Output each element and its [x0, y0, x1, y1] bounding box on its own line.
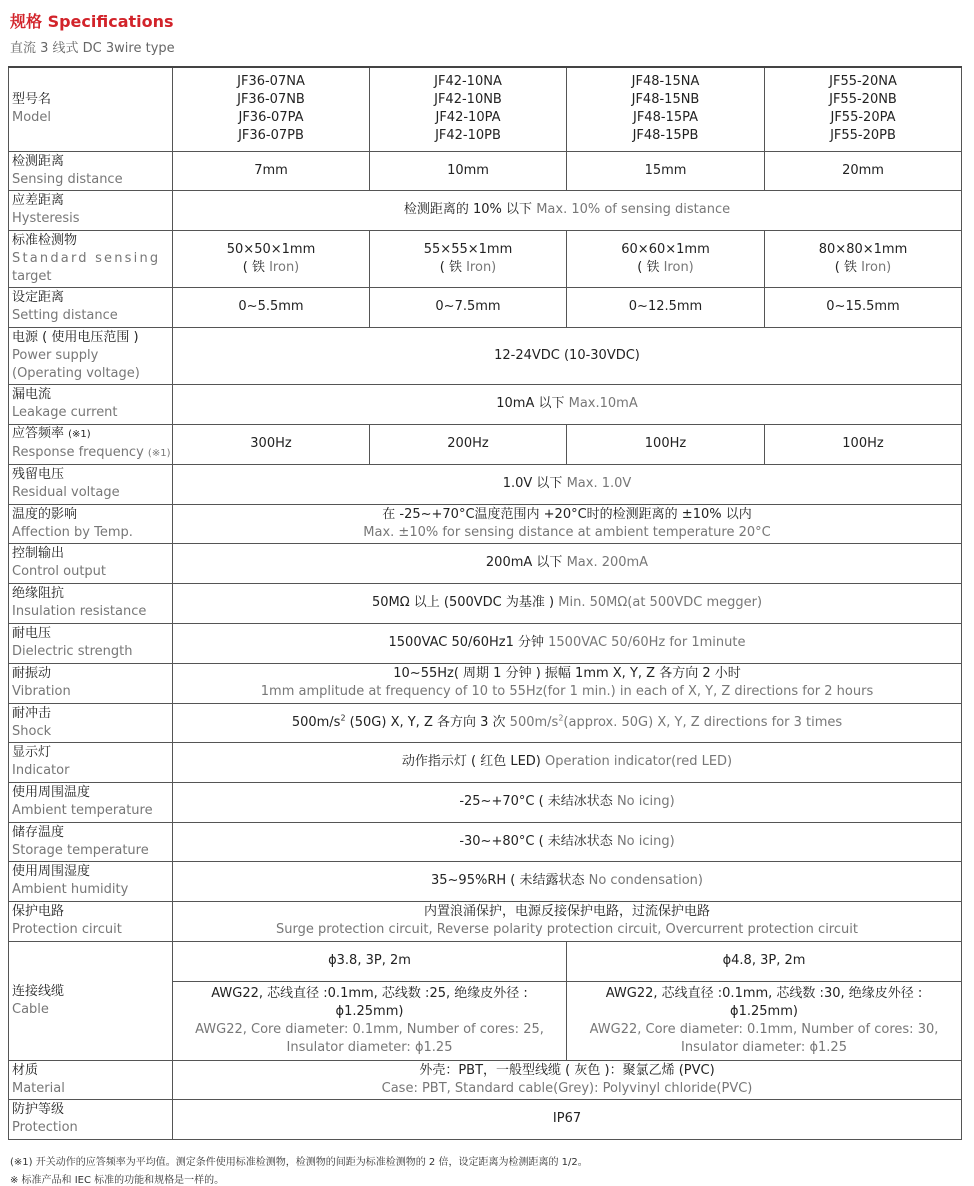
- row-sensing-distance: [9, 151, 962, 190]
- row-label: 耐冲击 Shock: [9, 703, 173, 742]
- row-label: 型号名 Model: [9, 67, 173, 151]
- row-indicator: [9, 742, 962, 782]
- row-setting-distance: [9, 287, 962, 327]
- cable-right-head: ϕ4.8, 3P, 2m: [567, 941, 962, 981]
- spec-table: [8, 66, 962, 1140]
- value-cell: 12-24VDC (10-30VDC): [173, 327, 962, 384]
- row-label: 储存温度 Storage temperature: [9, 822, 173, 861]
- row-label: 使用周围湿度 Ambient humidity: [9, 861, 173, 901]
- value-cell: 20mm: [765, 151, 962, 190]
- row-label: 材质 Material: [9, 1060, 173, 1099]
- value-cell: $500m/s^2$ (50G) X, Y, Z 各方向 3 次 $500m/s^2(approx$. 50G) X, Y, Z directions for 3 times: [173, 703, 962, 742]
- value-cell: 15mm: [567, 151, 765, 190]
- row-label: 使用周围温度 Ambient temperature: [9, 782, 173, 822]
- row-label: 显示灯 Indicator: [9, 742, 173, 782]
- cable-left-head: ϕ3.8, 3P, 2m: [173, 941, 567, 981]
- row-material: [9, 1060, 962, 1099]
- row-label: 防护等级 Protection: [9, 1099, 173, 1139]
- row-label: 残留电压 Residual voltage: [9, 464, 173, 504]
- row-label: 检测距离 Sensing distance: [9, 151, 173, 190]
- row-label: 温度的影响 Affection by Temp.: [9, 504, 173, 543]
- value-cell: 100Hz: [567, 424, 765, 464]
- row-label: 标准检测物 Standard sensing target: [9, 230, 173, 287]
- row-ambient-humidity: [9, 861, 962, 901]
- row-insulation-resistance: [9, 583, 962, 623]
- value-cell: -30~+80°C ( 未结冰状态 No icing): [173, 822, 962, 861]
- row-control-output: [9, 543, 962, 583]
- row-label: 耐振动 Vibration: [9, 663, 173, 703]
- value-cell: 动作指示灯 ( 红色 LED) Operation indicator(red LED): [173, 742, 962, 782]
- value-cell: 60×60×1mm ( 铁 Iron): [567, 230, 765, 287]
- footnote-1: (※1) 开关动作的应答频率为平均值。测定条件使用标准检测物，检测物的间距为标准检测物的 2 倍，设定距离为检测距离的 1/2。: [10, 1157, 588, 1168]
- cable-right-detail: AWG22, 芯线直径 :0.1mm, 芯线数 :30, 绝缘皮外径 : ϕ1.25mm) AWG22, Core diameter: 0.1mm, Number of cores: 30, Insulator diameter: ϕ1.25: [567, 981, 962, 1060]
- value-cell: 在 -25~+70°C温度范围内 +20°C时的检测距离的 ±10% 以内 Max. ±10% for sensing distance at ambient temperature 20°C: [173, 504, 962, 543]
- value-cell: 300Hz: [173, 424, 370, 464]
- row-model: [9, 67, 962, 151]
- value-cell: 80×80×1mm ( 铁 Iron): [765, 230, 962, 287]
- value-cell: 50MΩ 以上 (500VDC 为基准 ) Min. 50MΩ(at 500VDC megger): [173, 583, 962, 623]
- row-protection-circuit: [9, 901, 962, 941]
- value-cell: -25~+70°C ( 未结冰状态 No icing): [173, 782, 962, 822]
- value-cell: IP67: [173, 1099, 962, 1139]
- value-cell: 200mA 以下 Max. 200mA: [173, 543, 962, 583]
- row-shock: [9, 703, 962, 742]
- row-protection: [9, 1099, 962, 1139]
- row-response-frequency: [9, 424, 962, 464]
- value-cell: 0~5.5mm: [173, 287, 370, 327]
- cable-left-detail: AWG22, 芯线直径 :0.1mm, 芯线数 :25, 绝缘皮外径 : ϕ1.25mm) AWG22, Core diameter: 0.1mm, Number of cores: 25, Insulator diameter: ϕ1.25: [173, 981, 567, 1060]
- row-storage-temperature: [9, 822, 962, 861]
- value-cell: 200Hz: [370, 424, 567, 464]
- footnote-2: ※ 标准产品和 IEC 标准的功能和规格是一样的。: [10, 1175, 225, 1186]
- value-cell: 0~15.5mm: [765, 287, 962, 327]
- row-standard-target: [9, 230, 962, 287]
- value-cell: 100Hz: [765, 424, 962, 464]
- row-ambient-temperature: [9, 782, 962, 822]
- value-cell: 7mm: [173, 151, 370, 190]
- row-dielectric-strength: [9, 623, 962, 663]
- value-cell: 50×50×1mm ( 铁 Iron): [173, 230, 370, 287]
- row-label: 控制输出 Control output: [9, 543, 173, 583]
- page-subtitle: 直流 3 线式 DC 3wire type: [10, 41, 175, 56]
- value-cell: 10mA 以下 Max.10mA: [173, 384, 962, 424]
- row-label: 设定距离 Setting distance: [9, 287, 173, 327]
- row-leakage-current: [9, 384, 962, 424]
- value-cell: 检测距离的 10% 以下 Max. 10% of sensing distance: [173, 190, 962, 230]
- row-label: 应差距离 Hysteresis: [9, 190, 173, 230]
- row-label: 电源 ( 使用电压范围 ) Power supply (Operating voltage): [9, 327, 173, 384]
- row-cable-head: [9, 941, 962, 981]
- row-label: 漏电流 Leakage current: [9, 384, 173, 424]
- value-cell: 1500VAC 50/60Hz1 分钟 1500VAC 50/60Hz for 1minute: [173, 623, 962, 663]
- model-cell: JF55-20NA JF55-20NB JF55-20PA JF55-20PB: [765, 67, 962, 151]
- value-cell: 0~7.5mm: [370, 287, 567, 327]
- value-cell: 10mm: [370, 151, 567, 190]
- row-label: 应答频率 (※1) Response frequency (※1): [9, 424, 173, 464]
- row-affection-by-temp: [9, 504, 962, 543]
- model-cell: JF48-15NA JF48-15NB JF48-15PA JF48-15PB: [567, 67, 765, 151]
- row-label: 保护电路 Protection circuit: [9, 901, 173, 941]
- value-cell: 内置浪涌保护，电源反接保护电路，过流保护电路 Surge protection circuit, Reverse polarity protection circuit, Overcurrent protection circuit: [173, 901, 962, 941]
- model-cell: JF36-07NA JF36-07NB JF36-07PA JF36-07PB: [173, 67, 370, 151]
- row-residual-voltage: [9, 464, 962, 504]
- value-cell: 0~12.5mm: [567, 287, 765, 327]
- value-cell: 55×55×1mm ( 铁 Iron): [370, 230, 567, 287]
- row-label: 连接线缆 Cable: [9, 941, 173, 1060]
- row-label: 绝缘阻抗 Insulation resistance: [9, 583, 173, 623]
- row-power-supply: [9, 327, 962, 384]
- model-cell: JF42-10NA JF42-10NB JF42-10PA JF42-10PB: [370, 67, 567, 151]
- row-hysteresis: [9, 190, 962, 230]
- page-title: 规格 Specifications: [10, 12, 174, 31]
- value-cell: 外壳：PBT，一般型线缆 ( 灰色 )：聚氯乙烯 (PVC) Case: PBT, Standard cable(Grey): Polyvinyl chloride(PVC): [173, 1060, 962, 1099]
- value-cell: 10~55Hz( 周期 1 分钟 ) 振幅 1mm X, Y, Z 各方向 2 小时 1mm amplitude at frequency of 10 to 55Hz(for 1 min.) in each of X, Y, Z directions for 2 hours: [173, 663, 962, 703]
- row-label: 耐电压 Dielectric strength: [9, 623, 173, 663]
- value-cell: 1.0V 以下 Max. 1.0V: [173, 464, 962, 504]
- value-cell: 35~95%RH ( 未结露状态 No condensation): [173, 861, 962, 901]
- row-vibration: [9, 663, 962, 703]
